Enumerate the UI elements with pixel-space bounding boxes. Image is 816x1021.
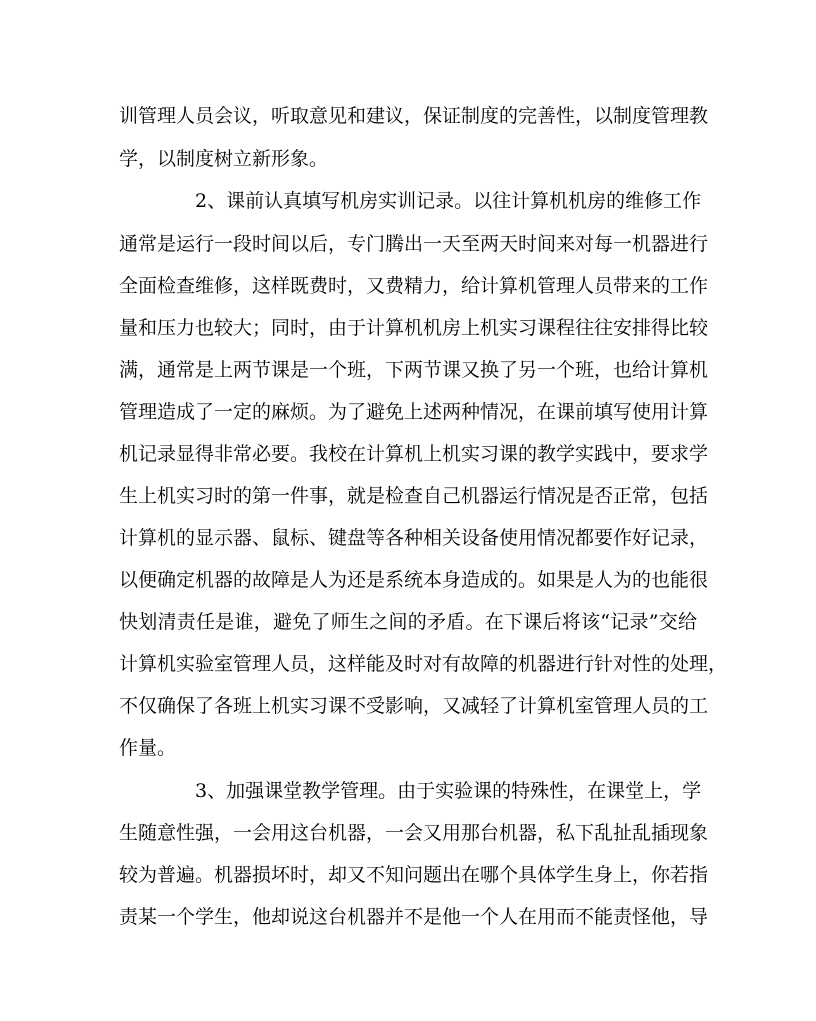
paragraph-1-line-1: 训管理人员会议，听取意见和建议，保证制度的完善性，以制度管理教 (119, 105, 709, 127)
paragraph-3-line-2: 生随意性强，一会用这台机器，一会又用那台机器，私下乱扯乱插现象 (119, 822, 709, 844)
paragraph-2-line-6: 管理造成了一定的麻烦。为了避免上述两种情况，在课前填写使用计算 (119, 401, 709, 423)
paragraph-3-line-3: 较为普遍。机器损坏时，却又不知问题出在哪个具体学生身上，你若指 (119, 864, 709, 886)
paragraph-2-line-2: 通常是运行一段时间以后，专门腾出一天至两天时间来对每一机器进行 (119, 233, 709, 255)
paragraph-2-line-10: 以便确定机器的故障是人为还是系统本身造成的。如果是人为的也能很 (119, 569, 709, 591)
paragraph-2-line-13: 不仅确保了各班上机实习课不受影响，又减轻了计算机室管理人员的工 (119, 695, 709, 717)
paragraph-2-line-5: 满，通常是上两节课是一个班，下两节课又换了另一个班，也给计算机 (119, 359, 709, 381)
paragraph-2-line-3: 全面检查维修，这样既费时，又费精力，给计算机管理人员带来的工作 (119, 275, 709, 297)
paragraph-2-line-8: 生上机实习时的第一件事，就是检查自己机器运行情况是否正常，包括 (119, 485, 709, 507)
paragraph-3-line-1: 3、加强课堂教学管理。由于实验课的特殊性，在课堂上，学 (195, 780, 702, 802)
paragraph-2-line-12: 计算机实验室管理人员，这样能及时对有故障的机器进行针对性的处理， (119, 653, 728, 675)
paragraph-1-line-2: 学，以制度树立新形象。 (119, 148, 329, 170)
paragraph-2-line-9: 计算机的显示器、鼠标、键盘等各种相关设备使用情况都要作好记录， (119, 527, 709, 549)
paragraph-2-line-14: 作量。 (119, 737, 177, 759)
paragraph-2-line-4: 量和压力也较大；同时，由于计算机机房上机实习课程往往安排得比较 (119, 317, 709, 339)
paragraph-3-line-4: 责某一个学生，他却说这台机器并不是他一个人在用而不能责怪他，导 (119, 906, 709, 928)
paragraph-2-line-11: 快划清责任是谁，避免了师生之间的矛盾。在下课后将该“记录”交给 (119, 611, 697, 633)
paragraph-2-line-1: 2、课前认真填写机房实训记录。以往计算机机房的维修工作 (195, 190, 702, 212)
paragraph-2-line-7: 机记录显得非常必要。我校在计算机上机实习课的教学实践中，要求学 (119, 443, 709, 465)
